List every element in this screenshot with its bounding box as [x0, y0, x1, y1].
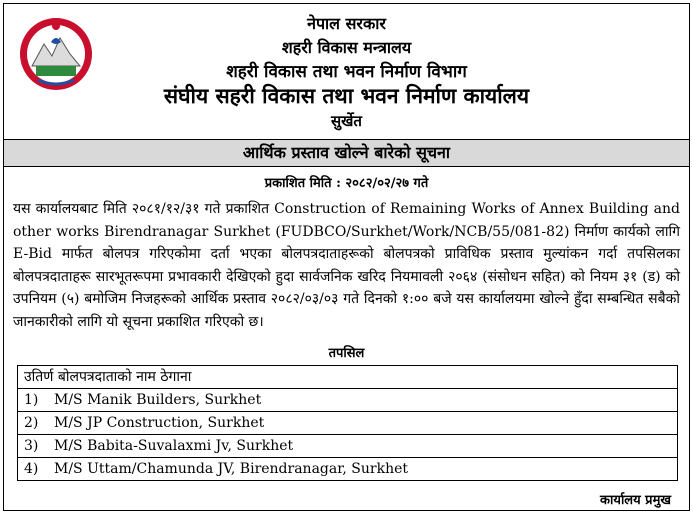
- header-line-3: शहरी विकास तथा भवन निर्माण विभाग: [226, 62, 467, 82]
- row-number: 1): [24, 392, 39, 408]
- row-number: 2): [24, 415, 39, 431]
- table-row: [18, 458, 678, 481]
- table-row: [18, 435, 678, 458]
- table-header-row: [18, 366, 678, 389]
- bidder-name: M/S Manik Builders, Surkhet: [54, 392, 262, 408]
- office-location: सुर्खेत: [331, 112, 362, 130]
- table-row: [18, 389, 678, 412]
- bidder-name: M/S Babita-Suvalaxmi Jv, Surkhet: [54, 438, 294, 454]
- notice-title: आर्थिक प्रस्ताव खोल्ने बारेको सूचना: [4, 139, 689, 167]
- office-name: संघीय सहरी विकास तथा भवन निर्माण कार्यालय: [163, 83, 530, 108]
- header-line-1: नेपाल सरकार: [307, 14, 386, 33]
- signature-label: कार्यालय प्रमुख: [600, 493, 671, 508]
- bidder-name: M/S Uttam/Chamunda JV, Birendranagar, Surkhet: [54, 461, 408, 477]
- notice-page: [3, 3, 690, 511]
- table-row: [18, 412, 678, 435]
- row-number: 3): [24, 438, 39, 454]
- notice-body: यस कार्यालयबाट मिति २०८१/१२/३१ गते प्रकाशित Construction of Remaining Works of Annex Building and other works Birendranagar Surkhet (FUDBCO/Surkhet/Work/NCB/55/081-82) निर्माण कार्यको लागि E-Bid मार्फत बोलपत्र गरिएकोमा दर्ता भएका बोलपत्रदाताहरूको बोलपत्रको प्राविधिक प्रस्ताव मुल्यांकन गर्दा तपसिलका बोलपत्रदाताहरू सारभूतरूपमा प्रभावकारी देखिएको हुदा सार्वजनिक खरिद नियमावली २०६४ (संसोधन सहित) को नियम ३१ (ड) को उपनियम (५) बमोजिम निजहरूको आर्थिक प्रस्ताव २०८२/०३/०३ गते दिनको १:०० बजे यस कार्यालयमा खोल्ने हुँदा सम्बन्धित सबैको जानकारीको लागि यो सूचना प्रकाशित गरिएको छ।: [13, 201, 680, 330]
- bidders-table: [17, 365, 678, 481]
- published-date: प्रकाशित मिति : २०८२/०२/२७ गते: [264, 176, 429, 191]
- bidder-name: M/S JP Construction, Surkhet: [54, 415, 265, 431]
- table-header: उतिर्ण बोलपत्रदाताको नाम ठेगाना: [18, 366, 678, 389]
- row-number: 4): [24, 461, 39, 477]
- header-line-2: शहरी विकास मन्त्रालय: [281, 38, 412, 57]
- details-heading: तपसिल: [328, 346, 365, 361]
